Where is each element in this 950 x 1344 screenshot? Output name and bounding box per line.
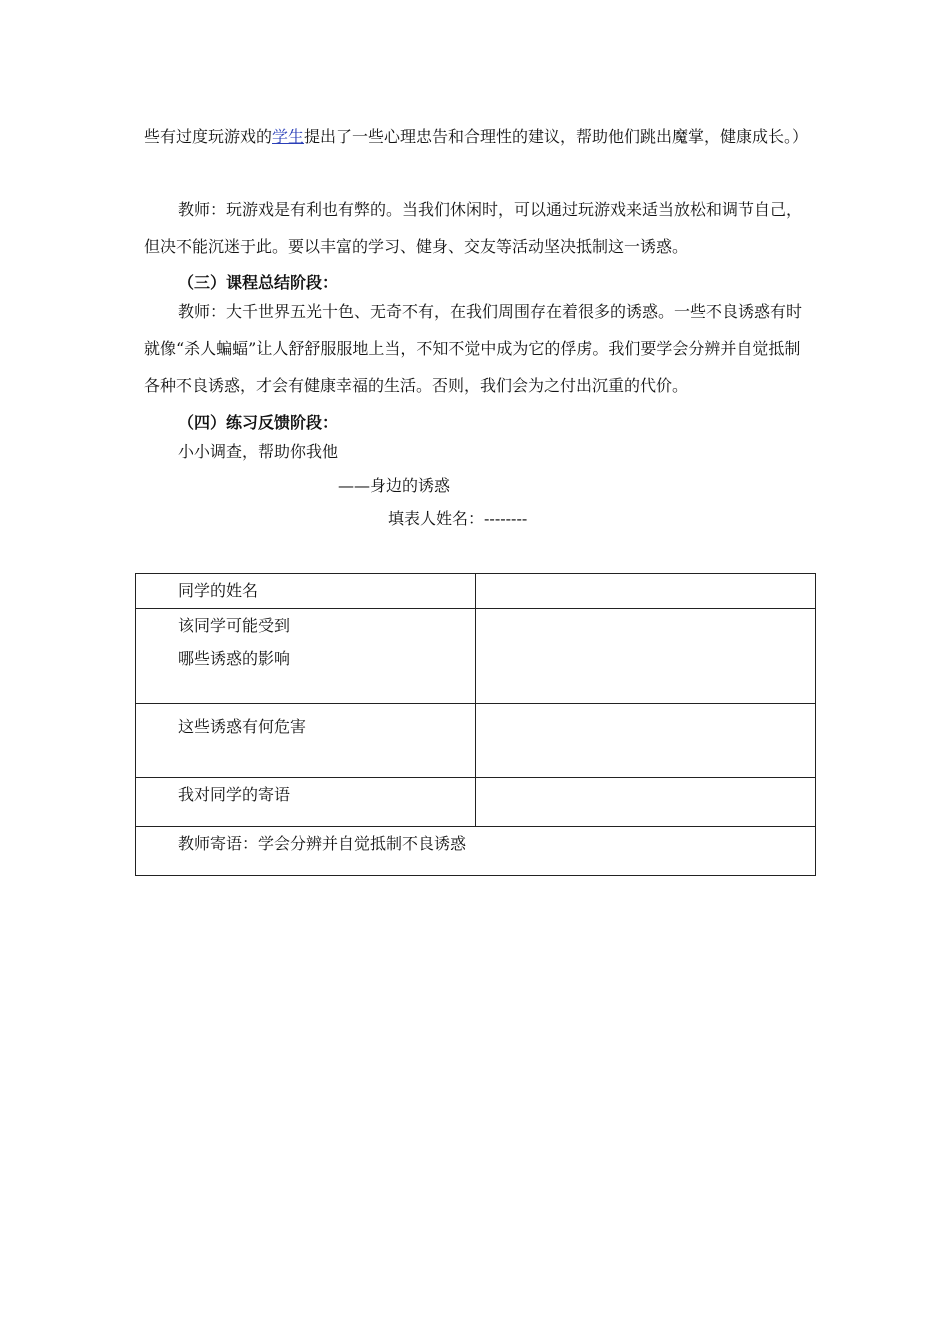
- influence-label-line1: 该同学可能受到: [178, 616, 291, 635]
- classmate-name-label: 同学的姓名: [178, 581, 259, 600]
- classmate-name-entry[interactable]: [476, 574, 816, 609]
- section-heading-practice: （四）练习反馈阶段：: [178, 413, 339, 432]
- student-link[interactable]: 学生: [272, 127, 305, 146]
- harm-entry[interactable]: [476, 704, 816, 778]
- table-row: [136, 827, 816, 876]
- text-segment: 提出了一些心理忠告和合理性的建议，帮助他们跳出魔掌，健康成长。）: [304, 127, 809, 146]
- survey-subtitle: ——身边的诱惑: [338, 476, 451, 495]
- table-row: [136, 574, 816, 609]
- harm-label: 这些诱惑有何危害: [178, 717, 307, 736]
- paragraph-game-advice: [144, 118, 814, 155]
- message-entry[interactable]: [476, 778, 816, 827]
- paragraph-teacher-summary: 教师：大千世界五光十色、无奇不有，在我们周围存在着很多的诱惑。一些不良诱惑有时就像“杀人蝙蝠”让人舒舒服服地上当，不知不觉中成为它的俘虏。我们要学会分辨并自觉抵制各种不良诱惑，才会有健康幸福的生活。否则，我们会为之付出沉重的代价。: [144, 302, 803, 395]
- table-label-cell: [136, 574, 476, 609]
- table-label-cell: [136, 609, 476, 704]
- filler-name-label: 填表人姓名：--------: [388, 509, 528, 528]
- table-row: [136, 704, 816, 778]
- teacher-message-cell: [136, 827, 816, 876]
- text-segment: 些有过度玩游戏的: [144, 127, 273, 146]
- survey-table: [135, 573, 816, 876]
- survey-title: 小小调查，帮助你我他: [178, 442, 339, 461]
- influence-label-line2: 哪些诱惑的影响: [178, 649, 291, 668]
- section-heading-summary: （三）课程总结阶段：: [178, 273, 339, 292]
- table-row: [136, 778, 816, 827]
- paragraph-teacher-games: 教师：玩游戏是有利也有弊的。当我们休闲时，可以通过玩游戏来适当放松和调节自己，但决不能沉迷于此。要以丰富的学习、健身、交友等活动坚决抵制这一诱惑。: [144, 200, 803, 256]
- message-label: 我对同学的寄语: [178, 785, 291, 804]
- table-row: [136, 609, 816, 704]
- influence-entry[interactable]: [476, 609, 816, 704]
- table-label-cell: [136, 704, 476, 778]
- table-label-cell: [136, 778, 476, 827]
- teacher-message: 教师寄语：学会分辨并自觉抵制不良诱惑: [178, 834, 467, 853]
